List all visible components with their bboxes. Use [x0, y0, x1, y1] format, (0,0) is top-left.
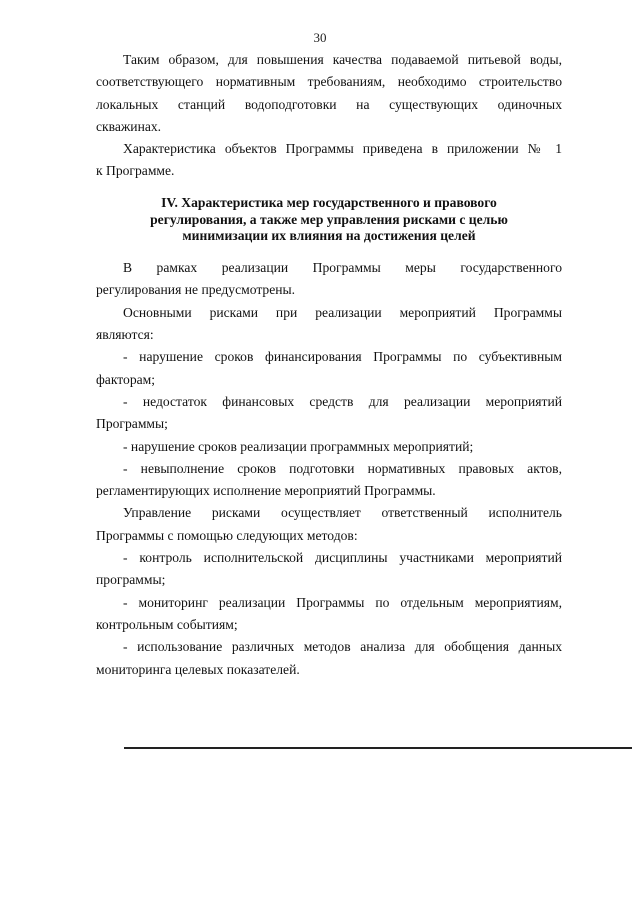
risk-item-line-2: факторам;	[96, 371, 156, 387]
risk-item-line-2: Программы;	[96, 416, 168, 432]
paragraph-conclusion-line-4: скважинах.	[96, 118, 162, 134]
risk-item-line-1: - невыполнение сроков подготовки нормативных правовых актов,	[123, 460, 562, 476]
page-number: 30	[313, 30, 327, 45]
paragraph-conclusion-line-1: Таким образом, для повышения качества подаваемой питьевой воды,	[123, 52, 562, 67]
section-heading-line: минимизации их влияния на достижения целей	[182, 228, 476, 244]
method-item-line-2: программы;	[96, 572, 166, 588]
method-item-line-2: мониторинга целевых показателей.	[96, 661, 300, 677]
horizontal-divider	[124, 747, 632, 749]
method-item-line-1: - использование различных методов анализа для обобщения данных	[123, 639, 562, 655]
paragraph-regulation-line-2: регулирования не предусмотрены.	[96, 282, 296, 298]
paragraph-management-line-1: Управление рисками осуществляет ответственный исполнитель	[123, 505, 562, 521]
paragraph-conclusion-line-2: соответствующего нормативным требованиям, необходимо строительство	[96, 74, 562, 90]
method-item-line-1: - контроль исполнительской дисциплины участниками мероприятий	[123, 550, 562, 566]
risk-item-line-1: - нарушение сроков реализации программных мероприятий;	[123, 438, 474, 454]
paragraph-risks-intro-line-1: Основными рисками при реализации мероприятий Программы	[123, 304, 562, 320]
paragraph-conclusion-line-3: локальных станций водоподготовки на существующих одиночных	[96, 96, 562, 112]
method-item-line-1: - мониторинг реализации Программы по отдельным мероприятиям,	[123, 594, 562, 610]
paragraph-risks-intro-line-2: являются:	[96, 327, 154, 343]
risk-item-line-1: - недостаток финансовых средств для реализации мероприятий	[123, 393, 562, 409]
risk-item-line-2: регламентирующих исполнение мероприятий Программы.	[96, 483, 436, 499]
section-heading	[96, 195, 562, 245]
paragraph-management-line-2: Программы с помощью следующих методов:	[96, 527, 358, 543]
paragraph-regulation-line-1: В рамках реализации Программы меры государственного	[123, 260, 562, 276]
method-item-line-2: контрольным событиям;	[96, 616, 238, 632]
paragraph-appendix-line-2: к Программе.	[96, 163, 175, 179]
section-heading-line: IV. Характеристика мер государственного и правового	[161, 194, 497, 210]
risk-item-line-1: - нарушение сроков финансирования Программы по субъективным	[123, 349, 562, 365]
paragraph-appendix-line-1: Характеристика объектов Программы приведена в приложении № 1	[123, 141, 562, 157]
document-body	[96, 49, 562, 681]
section-heading-line: регулирования, а также мер управления рисками с целью	[150, 211, 508, 227]
